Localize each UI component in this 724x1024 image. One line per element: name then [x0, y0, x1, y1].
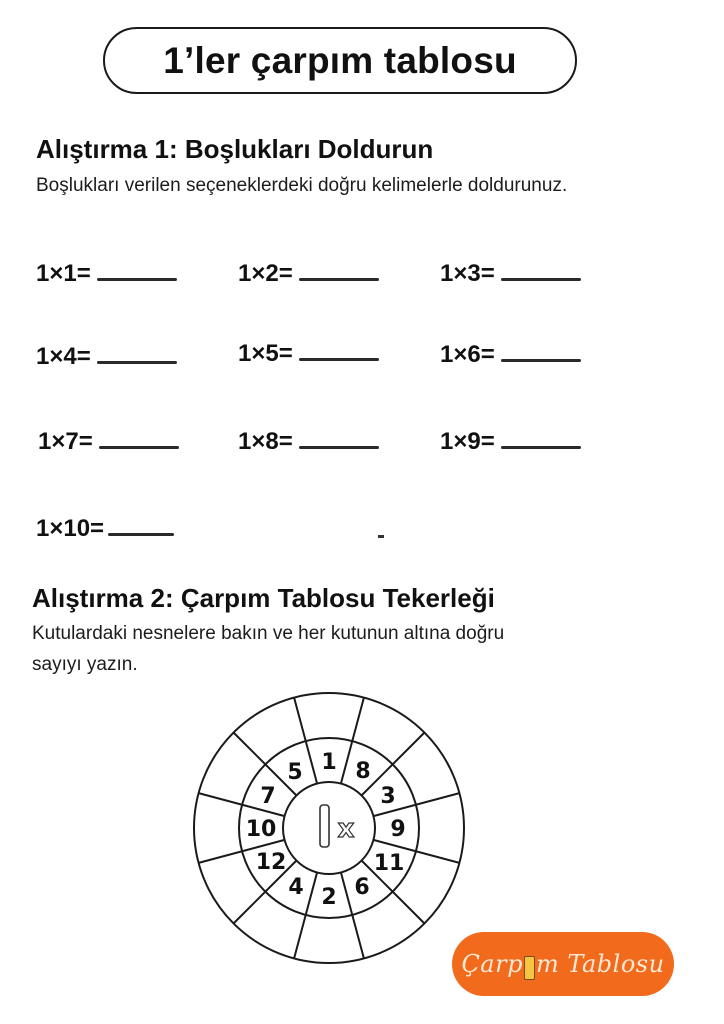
- exercise1-heading: Alıştırma 1: Boşlukları Doldurun: [36, 134, 434, 164]
- answer-blank[interactable]: [299, 278, 379, 281]
- segment-number: 7: [260, 784, 276, 809]
- problem-label: 1×7=: [38, 428, 93, 455]
- problem-1x10: [36, 515, 174, 543]
- answer-blank[interactable]: [299, 358, 379, 361]
- segment-number: 12: [255, 850, 287, 875]
- exercise1-instruction: Boşlukları verilen seçeneklerdeki doğru kelimelerle doldurunuz.: [36, 175, 568, 196]
- segment-number: 5: [287, 760, 303, 785]
- answer-blank[interactable]: [501, 278, 581, 281]
- problem-1x9: [440, 428, 581, 456]
- segment-number: 2: [321, 885, 337, 910]
- problem-1x1: [36, 260, 177, 288]
- brand-logo-text: [461, 950, 664, 978]
- segment-number: 3: [380, 784, 396, 809]
- segment-number: 1: [321, 750, 337, 775]
- pencil-mascot-icon: [524, 956, 535, 980]
- problem-1x4: [36, 343, 177, 371]
- answer-blank[interactable]: [97, 278, 177, 281]
- problem-label: 1×5=: [238, 340, 293, 367]
- segment-number: 9: [390, 817, 406, 842]
- segment-number: 8: [355, 759, 371, 784]
- center-operator-x: x: [337, 814, 355, 844]
- segment-number: 6: [354, 875, 370, 900]
- problem-label: 1×9=: [440, 428, 495, 455]
- problem-1x3: [440, 260, 581, 288]
- problem-label: 1×1=: [36, 260, 91, 287]
- center-number-one-outline: [320, 805, 329, 847]
- brand-text-start: Çarp: [461, 950, 523, 978]
- exercise2-instruction-line2: sayıyı yazın.: [32, 654, 138, 675]
- answer-blank[interactable]: [501, 359, 581, 362]
- answer-blank[interactable]: [99, 446, 179, 449]
- segment-number: 11: [373, 851, 405, 876]
- segment-number: 10: [245, 817, 277, 842]
- problem-label: 1×6=: [440, 341, 495, 368]
- answer-blank[interactable]: [299, 446, 379, 449]
- stray-mark: [378, 535, 384, 538]
- title-banner: [103, 27, 577, 94]
- exercise2-instruction-line1: Kutulardaki nesnelere bakın ve her kutunun altına doğru: [32, 623, 505, 644]
- brand-text-end: m Tablosu: [535, 950, 665, 978]
- problem-1x6: [440, 341, 581, 369]
- brand-badge: [452, 932, 674, 996]
- problem-label: 1×4=: [36, 343, 91, 370]
- problem-label: 1×2=: [238, 260, 293, 287]
- problem-label: 1×3=: [440, 260, 495, 287]
- answer-blank[interactable]: [97, 361, 177, 364]
- answer-blank[interactable]: [501, 446, 581, 449]
- problem-1x8: [238, 428, 379, 456]
- page-title: 1’ler çarpım tablosu: [163, 39, 517, 81]
- problem-1x5: [238, 340, 379, 368]
- problem-1x7: [38, 428, 179, 456]
- exercise2-heading: Alıştırma 2: Çarpım Tablosu Tekerleği: [32, 583, 495, 613]
- multiplication-wheel: [190, 690, 470, 970]
- problem-label: 1×8=: [238, 428, 293, 455]
- answer-blank[interactable]: [108, 533, 174, 536]
- segment-number: 4: [288, 875, 304, 900]
- problem-1x2: [238, 260, 379, 288]
- problem-label: 1×10=: [36, 515, 105, 542]
